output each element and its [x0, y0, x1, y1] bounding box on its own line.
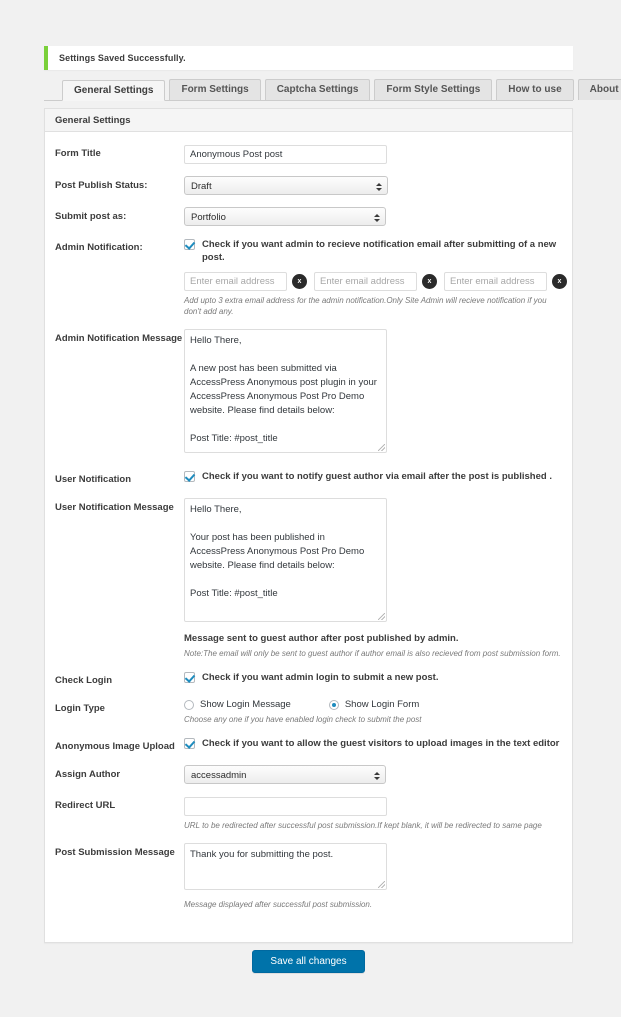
success-notice — [44, 46, 573, 70]
panel-header — [45, 109, 572, 132]
general-settings-panel — [44, 108, 573, 943]
form-title-input[interactable] — [184, 145, 387, 164]
row-post-submission-message — [45, 843, 572, 910]
label-form-title: Form Title — [55, 148, 101, 159]
radio-icon-show-login-message — [184, 700, 194, 710]
login-type-radio-group — [184, 699, 562, 710]
row-user-notification-message — [45, 498, 572, 659]
field-user-notification — [184, 470, 572, 486]
check-login-checkbox-label: Check if you want admin login to submit a new post. — [202, 672, 439, 683]
field-assign-author — [184, 765, 572, 784]
admin-notification-message-textarea[interactable] — [184, 329, 387, 453]
field-form-title — [184, 144, 572, 164]
label-post-submission-message: Post Submission Message — [55, 847, 175, 858]
label-post-publish-status: Post Publish Status: — [55, 180, 148, 191]
post-submission-message-wrap — [184, 843, 387, 890]
field-post-publish-status — [184, 176, 572, 195]
field-post-submission-message — [184, 843, 572, 910]
login-type-hint: Choose any one if you have enabled login check to submit the post — [184, 715, 422, 724]
label-login-type: Login Type — [55, 703, 105, 714]
select-stepper-icon — [374, 766, 380, 784]
row-submit-post-as — [45, 207, 572, 226]
check-login-checkbox[interactable] — [184, 672, 195, 683]
admin-email-group-1 — [184, 272, 307, 291]
row-admin-notification-message — [45, 329, 572, 458]
redirect-url-hint: URL to be redirected after successful post submission.If kept blank, it will be redirected to same page — [184, 821, 542, 830]
label-check-login: Check Login — [55, 675, 113, 686]
row-form-title — [45, 144, 572, 164]
field-login-type — [184, 699, 572, 725]
anonymous-image-upload-checkbox-line — [184, 737, 562, 750]
user-notification-checkbox-line — [184, 470, 562, 483]
row-check-login — [45, 671, 572, 687]
assign-author-value: accessadmin — [191, 770, 247, 781]
label-submit-post-as: Submit post as: — [55, 211, 127, 222]
submit-post-as-value: Portfolio — [191, 212, 226, 223]
field-redirect-url — [184, 796, 572, 831]
anonymous-image-upload-checkbox[interactable] — [184, 738, 195, 749]
tab-about[interactable]: About — [578, 79, 621, 100]
remove-email-icon-2[interactable] — [422, 274, 437, 289]
admin-notification-checkbox-line — [184, 238, 574, 264]
label-redirect-url: Redirect URL — [55, 800, 116, 811]
post-submission-message-hint: Message displayed after successful post submission. — [184, 900, 373, 909]
remove-email-icon-1[interactable] — [292, 274, 307, 289]
tab-how-to-use[interactable]: How to use — [496, 79, 573, 100]
label-admin-notification-message: Admin Notification Message — [55, 333, 183, 344]
row-admin-notification — [45, 238, 572, 317]
field-user-notification-message — [184, 498, 572, 659]
submit-post-as-select[interactable] — [184, 207, 386, 226]
admin-notification-hint: Add upto 3 extra email address for the admin notification.Only Site Admin will recieve notification if you don't add any. — [184, 296, 547, 316]
admin-email-input-2[interactable] — [314, 272, 417, 291]
remove-email-glyph-3: x — [557, 278, 562, 285]
admin-notification-message-wrap — [184, 329, 387, 453]
admin-email-group-3 — [444, 272, 567, 291]
remove-email-glyph-1: x — [297, 278, 302, 285]
login-type-label-show-login-message: Show Login Message — [200, 699, 291, 710]
login-type-label-show-login-form: Show Login Form — [344, 699, 420, 710]
anonymous-image-upload-checkbox-label: Check if you want to allow the guest visitors to upload images in the text editor — [202, 738, 560, 749]
login-type-option-show-login-message[interactable] — [184, 699, 291, 710]
field-anonymous-image-upload — [184, 737, 572, 753]
remove-email-glyph-2: x — [427, 278, 432, 285]
field-check-login — [184, 671, 572, 687]
user-notification-checkbox-label: Check if you want to notify guest author via email after the post is published . — [202, 471, 552, 482]
admin-notification-checkbox[interactable] — [184, 239, 195, 250]
select-stepper-icon — [374, 208, 380, 226]
panel-body — [45, 132, 572, 910]
label-admin-notification: Admin Notification: — [55, 242, 143, 253]
post-submission-message-textarea[interactable] — [184, 843, 387, 890]
panel-title: General Settings — [55, 114, 131, 126]
row-login-type — [45, 699, 572, 725]
admin-email-group-2 — [314, 272, 437, 291]
row-anonymous-image-upload — [45, 737, 572, 753]
field-submit-post-as — [184, 207, 572, 226]
label-assign-author: Assign Author — [55, 769, 121, 780]
tab-form-settings[interactable]: Form Settings — [169, 79, 260, 100]
field-admin-notification — [184, 238, 584, 317]
post-publish-status-select[interactable] — [184, 176, 388, 195]
admin-email-input-3[interactable] — [444, 272, 547, 291]
radio-icon-show-login-form — [329, 700, 339, 710]
row-redirect-url — [45, 796, 572, 831]
save-all-changes-button[interactable]: Save all changes — [252, 950, 364, 973]
check-login-checkbox-line — [184, 671, 562, 684]
admin-notification-checkbox-label: Check if you want admin to recieve notification email after submitting of a new post. — [202, 239, 557, 263]
row-user-notification — [45, 470, 572, 486]
admin-email-input-1[interactable] — [184, 272, 287, 291]
user-notification-note-italic: Note:The email will only be sent to guest author if author email is also recieved from post submission form. — [184, 649, 561, 658]
login-type-option-show-login-form[interactable] — [329, 699, 419, 710]
post-publish-status-value: Draft — [191, 181, 212, 192]
user-notification-message-wrap — [184, 498, 387, 622]
user-notification-message-textarea[interactable] — [184, 498, 387, 622]
save-bar — [44, 950, 573, 973]
label-user-notification: User Notification — [55, 474, 132, 485]
remove-email-icon-3[interactable] — [552, 274, 567, 289]
assign-author-select[interactable] — [184, 765, 386, 784]
field-admin-notification-message — [184, 329, 572, 458]
tab-form-style-settings[interactable]: Form Style Settings — [374, 79, 492, 100]
row-post-publish-status — [45, 176, 572, 195]
user-notification-checkbox[interactable] — [184, 471, 195, 482]
user-notification-note-strong: Message sent to guest author after post published by admin. — [184, 633, 459, 644]
label-anonymous-image-upload: Anonymous Image Upload — [55, 741, 175, 752]
select-stepper-icon — [376, 177, 382, 195]
tab-captcha-settings[interactable]: Captcha Settings — [265, 79, 371, 100]
redirect-url-input[interactable] — [184, 797, 387, 816]
label-user-notification-message: User Notification Message — [55, 502, 174, 513]
success-notice-text: Settings Saved Successfully. — [59, 53, 186, 63]
admin-notification-emails — [184, 272, 574, 291]
tab-general-settings[interactable]: General Settings — [62, 80, 165, 101]
row-assign-author — [45, 765, 572, 784]
settings-tabs — [44, 80, 619, 101]
